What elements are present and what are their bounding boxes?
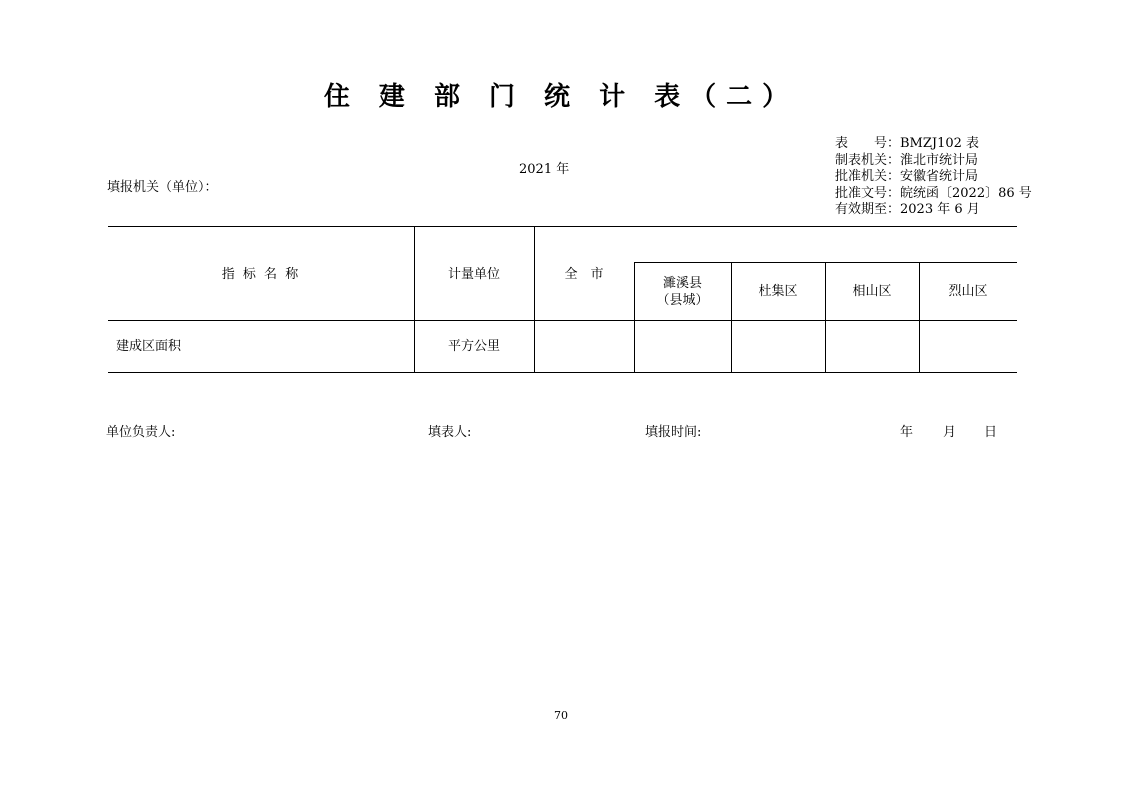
approval-number: 批准文号：皖统函〔2022〕86 号 (835, 185, 1032, 201)
header-district-xiangshan: 相山区 (852, 284, 892, 299)
approving-agency: 批准机关：安徽省统计局 (835, 169, 979, 184)
form-number: 表 号：BMZJ102 表 (835, 136, 980, 151)
footer-day: 日 (984, 425, 998, 440)
issuing-agency: 制表机关：淮北市统计局 (835, 152, 979, 168)
footer-year: 年 (900, 425, 914, 440)
header-city: 全 市 (564, 266, 604, 282)
filler-label: 填报机关（单位）： (107, 180, 218, 195)
footer-date-label: 填报时间: (645, 425, 702, 440)
footer-responsible: 单位负责人: (106, 425, 176, 440)
table-top-border (108, 226, 1017, 227)
page-number: 70 (554, 709, 568, 722)
row-indicator: 建成区面积 (116, 339, 182, 354)
row-xiangshan-value[interactable] (825, 321, 919, 372)
header-district-duji: 杜集区 (758, 284, 798, 299)
stats-table (108, 226, 1017, 373)
row-unit: 平方公里 (447, 339, 500, 354)
row-lieshan-value[interactable] (919, 321, 1017, 372)
footer-month: 月 (943, 425, 957, 440)
valid-until: 有效期至：2023 年 6 月 (835, 202, 980, 217)
form-meta (835, 136, 1032, 219)
header-unit: 计量单位 (447, 266, 500, 282)
report-year: 2021 年 (519, 162, 570, 177)
page-title: 住 建 部 门 统 计 表（二） (323, 82, 799, 112)
header-district-suixi: 濉溪县 （县城） (656, 275, 709, 308)
table-bottom-border (108, 372, 1017, 373)
row-suixi-value[interactable] (634, 321, 731, 372)
header-indicator: 指 标 名 称 (221, 266, 301, 282)
row-duji-value[interactable] (731, 321, 825, 372)
row-city-value[interactable] (534, 321, 634, 372)
header-district-lieshan: 烈山区 (948, 284, 988, 299)
footer-preparer: 填表人: (428, 425, 472, 440)
